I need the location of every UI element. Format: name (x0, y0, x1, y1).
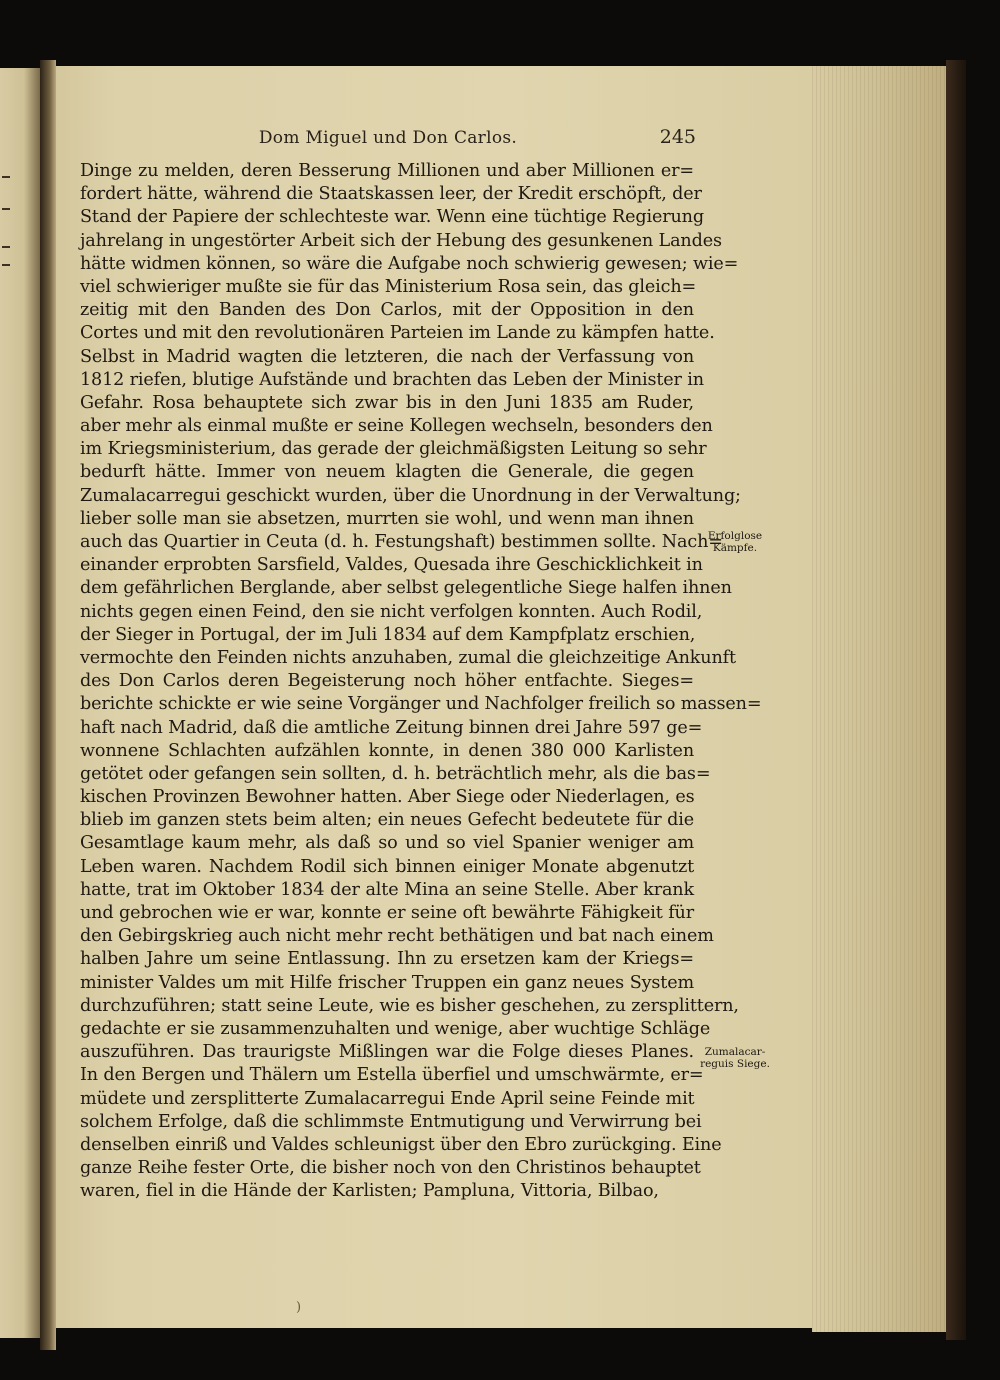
text-line: den Gebirgskrieg auch nicht mehr recht bethätigen und bat nach einem (80, 926, 714, 947)
margin-note-line: Zumalacar- (704, 1046, 766, 1058)
text-line: zeitig mit den Banden des Don Carlos, mit der Opposition in den (80, 300, 694, 321)
page-number: 245 (659, 126, 696, 148)
margin-note-line: Erfolglose (707, 530, 763, 542)
text-line: viel schwieriger mußte sie für das Ministerium Rosa sein, das gleich= (80, 276, 697, 297)
text-line: haft nach Madrid, daß die amtliche Zeitung binnen drei Jahre 597 ge= (80, 717, 703, 738)
text-line: im Kriegsministerium, das gerade der gleichmäßigsten Leitung so sehr (80, 439, 707, 460)
margin-note-line: Kämpfe. (712, 542, 758, 554)
text-line: vermochte den Feinden nichts anzuhaben, zumal die gleichzeitige Ankunft (80, 647, 736, 668)
text-line: Gesamtlage kaum mehr, als daß so und so viel Spanier weniger am (80, 833, 694, 854)
text-line: waren, fiel in die Hände der Karlisten; Pampluna, Vittoria, Bilbao, (80, 1181, 659, 1202)
page-block-edge (812, 66, 946, 1332)
text-line: aber mehr als einmal mußte er seine Kollegen wechseln, besonders den (80, 416, 713, 437)
text-line: Dinge zu melden, deren Besserung Millionen und aber Millionen er= (80, 161, 694, 181)
text-line: des Don Carlos deren Begeisterung noch höher entfachte. Sieges= (80, 671, 694, 692)
text-line: getötet oder gefangen sein sollten, d. h. beträchtlich mehr, als die bas= (80, 763, 711, 784)
margin-note-zumalacarreguis-siege (700, 1046, 770, 1070)
text-line: ganze Reihe fester Orte, die bisher noch von den Christinos behauptet (80, 1158, 701, 1179)
text-line: Cortes und mit den revolutionären Parteien im Lande zu kämpfen hatte. (80, 323, 715, 344)
text-line: auch das Quartier in Ceuta (d. h. Festungshaft) bestimmen sollte. Nach= (80, 532, 723, 552)
text-line: wonnene Schlachten aufzählen konnte, in denen 380 000 Karlisten (80, 740, 694, 761)
text-line: Stand der Papiere der schlechteste war. Wenn eine tüchtige Regierung (80, 207, 704, 228)
text-line: denselben einriß und Valdes schleunigst über den Ebro zurückging. Eine (80, 1134, 722, 1155)
text-line: der Sieger in Portugal, der im Juli 1834 auf dem Kampfplatz erschien, (80, 624, 696, 645)
left-page-print-mark (2, 264, 10, 266)
text-line: 1812 riefen, blutige Aufstände und brachten das Leben der Minister in (80, 369, 704, 390)
text-line: jahrelang in ungestörter Arbeit sich der Hebung des gesunkenen Landes (80, 230, 722, 251)
left-page-edge (0, 68, 40, 1338)
text-line: berichte schickte er wie seine Vorgänger und Nachfolger freilich so massen= (80, 694, 762, 715)
left-page-print-mark (2, 246, 10, 248)
text-line: bedurft hätte. Immer von neuem klagten die Generale, die gegen (80, 462, 694, 483)
book-gutter (40, 60, 56, 1350)
left-page-print-mark (2, 208, 10, 210)
margin-note-erfolglose-kaempfe (700, 530, 770, 554)
text-line: halben Jahre um seine Entlassung. Ihn zu ersetzen kam der Kriegs= (80, 949, 694, 970)
text-line: blieb im ganzen stets beim alten; ein neues Gefecht bedeutete für die (80, 810, 694, 831)
text-line: hätte widmen können, so wäre die Aufgabe noch schwierig gewesen; wie= (80, 253, 739, 274)
text-line: und gebrochen wie er war, konnte er seine oft bewährte Fähigkeit für (80, 903, 694, 923)
text-line: müdete und zersplitterte Zumalacarregui Ende April seine Feinde mit (80, 1088, 695, 1109)
text-line: Leben waren. Nachdem Rodil sich binnen einiger Monate abgenutzt (80, 856, 694, 877)
running-title: Dom Miguel und Don Carlos. (258, 128, 518, 148)
text-line: auszuführen. Das traurigste Mißlingen war die Folge dieses Planes. (80, 1042, 694, 1063)
text-line: lieber solle man sie absetzen, murrten sie wohl, und wenn man ihnen (80, 508, 694, 529)
text-line: Gefahr. Rosa behauptete sich zwar bis in den Juni 1835 am Ruder, (80, 392, 694, 413)
text-line: hatte, trat im Oktober 1834 der alte Mina an seine Stelle. Aber krank (80, 879, 694, 900)
text-line: nichts gegen einen Feind, den sie nicht verfolgen konnten. Auch Rodil, (80, 601, 703, 622)
text-line: minister Valdes um mit Hilfe frischer Truppen ein ganz neues System (80, 972, 694, 993)
text-line: solchem Erfolge, daß die schlimmste Entmutigung und Verwirrung bei (80, 1111, 702, 1132)
text-line: dem gefährlichen Berglande, aber selbst gelegentliche Siege halfen ihnen (80, 578, 732, 599)
text-line: gedachte er sie zusammenzuhalten und wenige, aber wuchtige Schläge (80, 1018, 711, 1039)
left-page-print-mark (2, 176, 10, 178)
text-line: einander erprobten Sarsfield, Valdes, Quesada ihre Geschicklichkeit in (80, 555, 703, 576)
book-cover-edge (946, 60, 966, 1340)
footer-mark: ) (296, 1300, 302, 1315)
text-line: fordert hätte, während die Staatskassen leer, der Kredit erschöpft, der (80, 184, 702, 205)
text-line: Selbst in Madrid wagten die letzteren, die nach der Verfassung von (80, 346, 694, 367)
page-header (80, 128, 696, 154)
text-line: In den Bergen und Thälern um Estella überfiel und umschwärmte, er= (80, 1065, 704, 1086)
text-line: durchzuführen; statt seine Leute, wie es bisher geschehen, zu zersplittern, (80, 995, 739, 1016)
text-line: kischen Provinzen Bewohner hatten. Aber Siege oder Niederlagen, es (80, 787, 695, 808)
text-line: Zumalacarregui geschickt wurden, über die Unordnung in der Verwaltung; (80, 485, 741, 506)
margin-note-line: reguis Siege. (700, 1058, 770, 1070)
